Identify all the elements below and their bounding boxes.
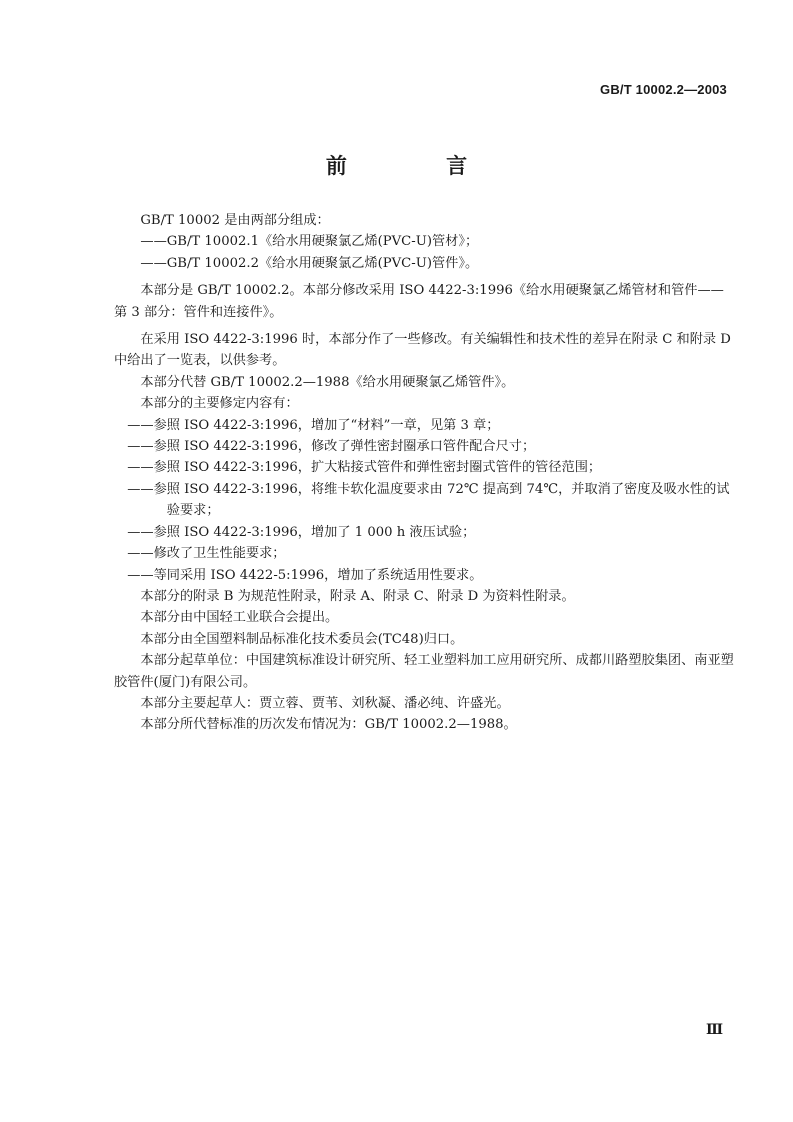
paragraph-modifications: 在采用 ISO 4422-3:1996 时，本部分作了一些修改。有关编辑性和技术性的差异在附录 C 和附录 D 中给出了一览表，以供参考。 [114, 332, 731, 369]
list-item-change: ——修改了卫生性能要求； [127, 546, 286, 562]
paragraph-adoption: 本部分是 GB/T 10002.2。本部分修改采用 ISO 4422-3:1996《给水用硬聚氯乙烯管材和管件——第 3 部分：管件和连接件》。 [114, 283, 724, 320]
list-item-part2: ——GB/T 10002.2《给水用硬聚氯乙烯(PVC-U)管件》。 [140, 255, 479, 271]
page-title: 前 言 [325, 154, 514, 178]
list-item-change: ——参照 ISO 4422-3:1996，增加了“材料”一章，见第 3 章； [127, 417, 500, 433]
paragraph-history: 本部分所代替标准的历次发布情况为：GB/T 10002.2—1988。 [140, 717, 517, 733]
list-item-change: ——等同采用 ISO 4422-5:1996，增加了系统适用性要求。 [127, 567, 483, 583]
paragraph-annexes: 本部分的附录 B 为规范性附录，附录 A、附录 C、附录 D 为资料性附录。 [140, 588, 575, 604]
paragraph-drafters: 本部分主要起草人：贾立蓉、贾苇、刘秋凝、潘必纯、许盛光。 [140, 695, 510, 711]
paragraph-composition: GB/T 10002 是由两部分组成： [140, 213, 330, 228]
foreword-body [114, 210, 734, 736]
paragraph-committee: 本部分由全国塑料制品标准化技术委员会(TC48)归口。 [140, 631, 464, 647]
page-number: Ⅲ [705, 1022, 723, 1038]
paragraph-proposer: 本部分由中国轻工业联合会提出。 [140, 610, 339, 626]
list-item-change: ——参照 ISO 4422-3:1996，将维卡软化温度要求由 72℃ 提高到 74℃，并取消了密度及吸水性的试验要求； [127, 481, 730, 519]
paragraph-replaces: 本部分代替 GB/T 10002.2—1988《给水用硬聚氯乙烯管件》。 [140, 374, 515, 390]
list-item-change: ——参照 ISO 4422-3:1996，扩大粘接式管件和弹性密封圈式管件的管径范围； [127, 460, 602, 476]
paragraph-drafting-units: 本部分起草单位：中国建筑标准设计研究所、轻工业塑料加工应用研究所、成都川路塑胶集团、南亚塑胶管件(厦门)有限公司。 [114, 653, 734, 690]
standard-number: GB/T 10002.2—2003 [600, 82, 727, 97]
list-item-change: ——参照 ISO 4422-3:1996，增加了 1 000 h 液压试验； [127, 524, 476, 540]
list-item-change: ——参照 ISO 4422-3:1996，修改了弹性密封圈承口管件配合尺寸； [127, 439, 536, 455]
list-item-part1: ——GB/T 10002.1《给水用硬聚氯乙烯(PVC-U)管材》； [140, 234, 479, 250]
paragraph-main-changes: 本部分的主要修定内容有： [140, 396, 299, 412]
